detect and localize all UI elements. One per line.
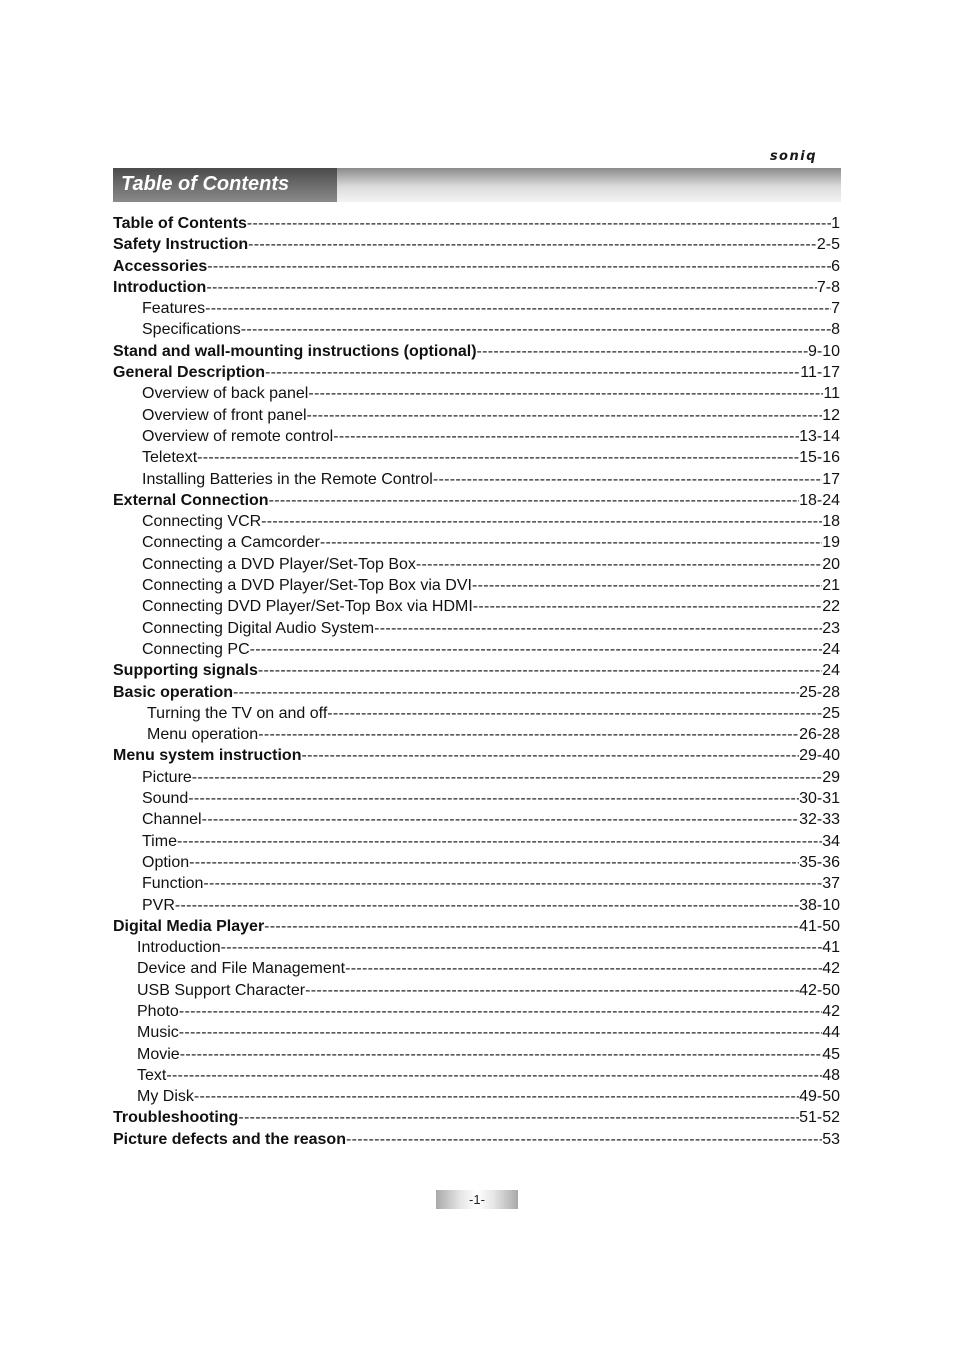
table-of-contents <box>113 213 840 1150</box>
toc-entry[interactable] <box>113 745 840 766</box>
toc-entry[interactable] <box>113 873 840 894</box>
toc-entry-label: Introduction <box>137 939 221 957</box>
toc-entry-page: 18 <box>822 513 840 531</box>
toc-dot-leader <box>177 831 822 852</box>
toc-entry-label: Picture defects and the reason <box>113 1130 346 1148</box>
toc-entry[interactable] <box>113 469 840 490</box>
toc-entry-label: Menu operation <box>147 726 259 744</box>
toc-entry-label: Channel <box>142 811 202 829</box>
toc-entry-label: Device and File Management <box>137 960 346 978</box>
toc-entry-page: 8 <box>831 321 840 339</box>
toc-dot-leader <box>305 980 799 1001</box>
toc-entry-label: Overview of back panel <box>142 385 309 403</box>
toc-entry-label: Connecting Digital Audio System <box>142 619 375 637</box>
toc-dot-leader <box>308 383 823 404</box>
toc-dot-leader <box>221 937 823 958</box>
toc-entry[interactable] <box>113 895 840 916</box>
toc-dot-leader <box>192 767 822 788</box>
toc-entry[interactable] <box>113 554 840 575</box>
toc-dot-leader <box>166 1065 822 1086</box>
toc-dot-leader <box>247 213 831 234</box>
toc-entry-page: 11-17 <box>800 364 840 382</box>
toc-entry-label: Troubleshooting <box>113 1109 239 1127</box>
toc-entry-label: Overview of front panel <box>142 406 307 424</box>
toc-entry[interactable] <box>113 256 840 277</box>
toc-entry-label: Turning the TV on and off <box>147 704 328 722</box>
toc-dot-leader <box>416 554 822 575</box>
toc-dot-leader <box>203 873 822 894</box>
toc-dot-leader <box>333 426 799 447</box>
toc-entry-page: 25-28 <box>799 683 840 701</box>
toc-entry[interactable] <box>113 575 840 596</box>
page-title: Table of Contents <box>121 173 290 195</box>
toc-entry-label: Connecting a DVD Player/Set-Top Box <box>142 555 416 573</box>
toc-entry[interactable] <box>113 298 840 319</box>
toc-entry-label: Menu system instruction <box>113 747 302 765</box>
toc-entry[interactable] <box>113 682 840 703</box>
toc-entry[interactable] <box>113 618 840 639</box>
toc-entry-page: 6 <box>831 257 840 275</box>
toc-entry-label: Digital Media Player <box>113 917 265 935</box>
toc-entry-page: 53 <box>822 1130 840 1148</box>
toc-entry[interactable] <box>113 980 840 1001</box>
toc-dot-leader <box>320 532 822 553</box>
toc-entry[interactable] <box>113 532 840 553</box>
toc-entry-label: Function <box>142 875 204 893</box>
toc-entry[interactable] <box>113 213 840 234</box>
toc-entry-page: 7-8 <box>816 278 840 296</box>
toc-entry-page: 48 <box>822 1066 840 1084</box>
toc-entry-label: Supporting signals <box>113 662 258 680</box>
toc-entry-page: 45 <box>822 1045 840 1063</box>
toc-dot-leader <box>197 447 799 468</box>
toc-entry[interactable] <box>113 319 840 340</box>
toc-entry[interactable] <box>113 277 840 298</box>
toc-entry-page: 9-10 <box>807 342 840 360</box>
section-header-bar <box>113 168 841 202</box>
toc-entry-page: 2-5 <box>816 236 840 254</box>
page-number-footer: -1- <box>436 1190 518 1209</box>
toc-dot-leader <box>258 724 799 745</box>
toc-entry-page: 24 <box>822 640 840 658</box>
toc-entry-page: 38-10 <box>799 896 840 914</box>
toc-entry[interactable] <box>113 1107 840 1128</box>
toc-entry[interactable] <box>113 234 840 255</box>
toc-entry-label: Connecting a Camcorder <box>142 534 320 552</box>
brand-logo: soniq <box>769 149 817 164</box>
toc-entry[interactable] <box>113 405 840 426</box>
toc-entry-label: Connecting DVD Player/Set-Top Box via HDMI <box>142 598 473 616</box>
toc-dot-leader <box>250 639 823 660</box>
toc-entry[interactable] <box>113 724 840 745</box>
toc-entry-page: 35-36 <box>799 853 840 871</box>
toc-entry-label: External Connection <box>113 491 269 509</box>
toc-entry[interactable] <box>113 916 840 937</box>
toc-entry-page: 51-52 <box>799 1109 840 1127</box>
toc-dot-leader <box>374 618 822 639</box>
toc-entry-label: Features <box>142 300 206 318</box>
toc-entry-page: 42 <box>822 1002 840 1020</box>
toc-dot-leader <box>258 660 822 681</box>
toc-dot-leader <box>345 958 822 979</box>
toc-dot-leader <box>472 575 822 596</box>
toc-entry-page: 13-14 <box>799 427 840 445</box>
toc-dot-leader <box>180 1044 823 1065</box>
toc-entry-label: Specifications <box>142 321 241 339</box>
toc-entry-label: Safety Instruction <box>113 236 249 254</box>
toc-entry[interactable] <box>113 703 840 724</box>
toc-entry-page: 21 <box>822 577 840 595</box>
toc-entry[interactable] <box>113 831 840 852</box>
toc-dot-leader <box>265 362 800 383</box>
toc-entry-page: 41 <box>822 939 840 957</box>
toc-dot-leader <box>233 682 799 703</box>
toc-entry[interactable] <box>113 1129 840 1150</box>
toc-dot-leader <box>179 1001 822 1022</box>
toc-dot-leader <box>188 788 799 809</box>
toc-entry[interactable] <box>113 1022 840 1043</box>
toc-entry-page: 29-40 <box>799 747 840 765</box>
toc-entry[interactable] <box>113 341 840 362</box>
toc-entry-label: USB Support Character <box>137 981 306 999</box>
toc-dot-leader <box>202 809 799 830</box>
toc-entry[interactable] <box>113 1065 840 1086</box>
toc-entry-label: Introduction <box>113 278 207 296</box>
toc-entry-page: 37 <box>822 875 840 893</box>
toc-entry[interactable] <box>113 639 840 660</box>
toc-entry-page: 29 <box>822 768 840 786</box>
toc-dot-leader <box>175 895 799 916</box>
toc-entry-page: 41-50 <box>799 917 840 935</box>
toc-dot-leader <box>433 469 822 490</box>
toc-entry-page: 24 <box>822 662 840 680</box>
toc-entry[interactable] <box>113 362 840 383</box>
toc-entry-label: Teletext <box>142 449 198 467</box>
toc-entry-label: Connecting a DVD Player/Set-Top Box via DVI <box>142 577 472 595</box>
toc-entry[interactable] <box>113 809 840 830</box>
toc-entry[interactable] <box>113 511 840 532</box>
toc-entry[interactable] <box>113 426 840 447</box>
toc-entry-page: 26-28 <box>799 726 840 744</box>
toc-entry-label: Table of Contents <box>113 215 247 232</box>
toc-entry[interactable] <box>113 852 840 873</box>
toc-entry[interactable] <box>113 1044 840 1065</box>
toc-dot-leader <box>194 1086 799 1107</box>
toc-entry-page: 12 <box>822 406 840 424</box>
toc-entry[interactable] <box>113 1001 840 1022</box>
toc-entry-label: My Disk <box>137 1088 194 1106</box>
toc-entry-page: 15-16 <box>799 449 840 467</box>
toc-dot-leader <box>207 256 831 277</box>
toc-entry-page: 17 <box>822 470 840 488</box>
toc-entry-page: 49-50 <box>799 1088 840 1106</box>
toc-entry-page: 42-50 <box>799 981 840 999</box>
toc-entry[interactable] <box>113 937 840 958</box>
toc-entry-page: 25 <box>822 704 840 722</box>
toc-entry-page: 32-33 <box>799 811 840 829</box>
toc-dot-leader <box>179 1022 822 1043</box>
toc-dot-leader <box>206 277 817 298</box>
toc-dot-leader <box>241 319 831 340</box>
toc-entry-page: 19 <box>822 534 840 552</box>
toc-dot-leader <box>346 1129 822 1150</box>
toc-entry-label: Option <box>142 853 190 871</box>
toc-dot-leader <box>301 745 799 766</box>
toc-entry-page: 20 <box>822 555 840 573</box>
toc-dot-leader <box>307 405 823 426</box>
toc-entry-page: 22 <box>822 598 840 616</box>
toc-entry-label: General Description <box>113 364 266 382</box>
toc-entry[interactable] <box>113 490 840 511</box>
toc-entry[interactable] <box>113 788 840 809</box>
toc-entry[interactable] <box>113 660 840 681</box>
toc-entry[interactable] <box>113 1086 840 1107</box>
toc-entry-label: Sound <box>142 790 189 808</box>
toc-entry-label: Connecting VCR <box>142 513 262 531</box>
toc-entry-page: 1 <box>831 215 840 232</box>
toc-entry[interactable] <box>113 767 840 788</box>
toc-dot-leader <box>248 234 817 255</box>
toc-entry-label: Installing Batteries in the Remote Control <box>142 470 433 488</box>
toc-entry-label: Movie <box>137 1045 180 1063</box>
toc-dot-leader <box>473 596 822 617</box>
toc-dot-leader <box>269 490 800 511</box>
toc-entry-label: Text <box>137 1066 167 1084</box>
toc-entry-label: Photo <box>137 1002 179 1020</box>
toc-entry[interactable] <box>113 447 840 468</box>
toc-dot-leader <box>327 703 822 724</box>
toc-entry-label: Accessories <box>113 257 208 275</box>
toc-dot-leader <box>238 1107 799 1128</box>
toc-entry-page: 18-24 <box>799 491 840 509</box>
toc-dot-leader <box>477 341 808 362</box>
toc-entry-page: 11 <box>823 385 840 403</box>
toc-entry-label: Picture <box>142 768 192 786</box>
section-header-title-box <box>113 168 337 202</box>
toc-dot-leader <box>205 298 831 319</box>
toc-dot-leader <box>261 511 822 532</box>
toc-entry-page: 44 <box>822 1024 840 1042</box>
toc-entry-label: PVR <box>142 896 175 914</box>
toc-entry[interactable] <box>113 596 840 617</box>
toc-entry-label: Basic operation <box>113 683 234 701</box>
toc-entry-page: 7 <box>831 300 840 318</box>
toc-entry-label: Time <box>142 832 177 850</box>
toc-dot-leader <box>264 916 799 937</box>
toc-entry-page: 23 <box>822 619 840 637</box>
toc-entry-page: 34 <box>822 832 840 850</box>
toc-entry-label: Overview of remote control <box>142 427 334 445</box>
toc-entry[interactable] <box>113 958 840 979</box>
toc-entry-label: Music <box>137 1024 179 1042</box>
toc-dot-leader <box>189 852 799 873</box>
toc-entry[interactable] <box>113 383 840 404</box>
toc-entry-label: Stand and wall-mounting instructions (optional) <box>113 342 477 360</box>
toc-entry-page: 42 <box>822 960 840 978</box>
toc-entry-page: 30-31 <box>799 790 840 808</box>
toc-entry-label: Connecting PC <box>142 640 250 658</box>
